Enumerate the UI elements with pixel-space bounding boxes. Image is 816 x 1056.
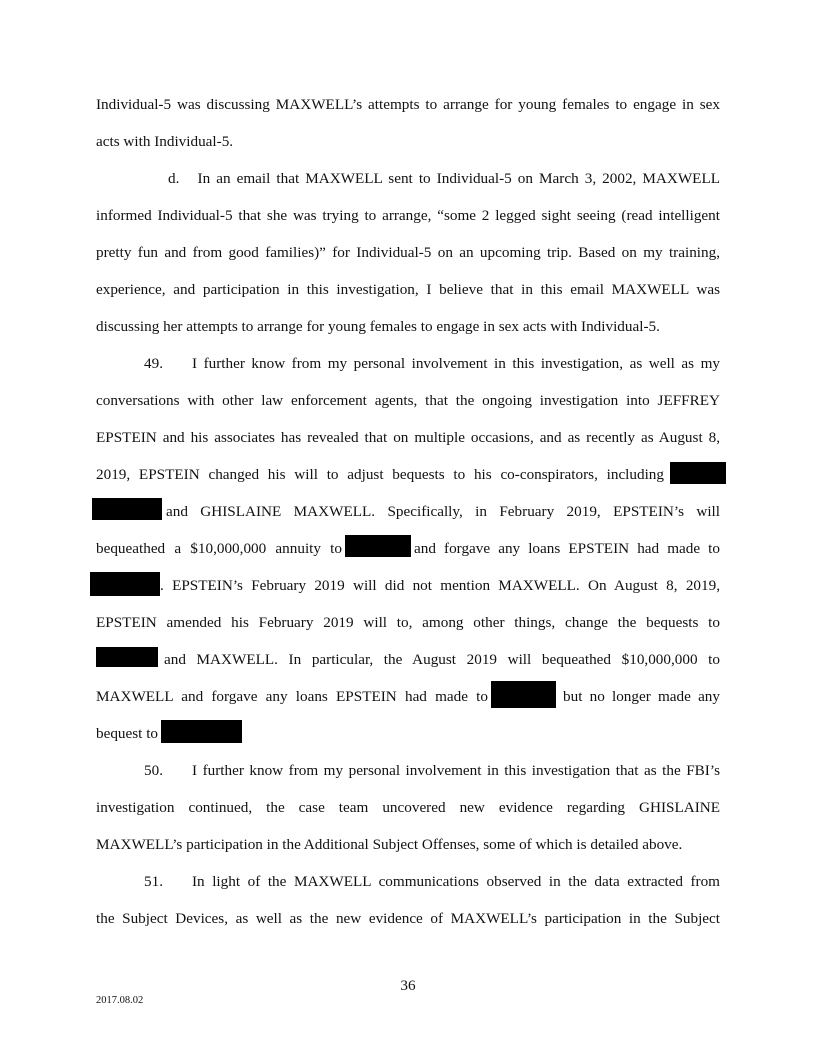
text-line: conversations with other law enforcement agents, that the ongoing investigation into JEFFREY: [96, 392, 720, 409]
text-line: experience, and participation in this investigation, I believe that in this email MAXWELL was: [96, 281, 720, 298]
text-line: investigation continued, the case team uncovered new evidence regarding GHISLAINE: [96, 799, 720, 816]
redaction-box: [345, 535, 411, 557]
redaction-box: [491, 681, 556, 708]
footer-date: 2017.08.02: [96, 995, 144, 1006]
text-line: MAXWELL and forgave any loans EPSTEIN had made to: [96, 688, 488, 705]
paragraph-number: 49.: [144, 355, 163, 372]
text-line: bequeathed a $10,000,000 annuity to: [96, 540, 342, 557]
text-line: and GHISLAINE MAXWELL. Specifically, in February 2019, EPSTEIN’s will: [166, 503, 720, 520]
text-line: discussing her attempts to arrange for young females to engage in sex acts with Individual-5.: [96, 318, 660, 335]
text-line: MAXWELL’s participation in the Additional Subject Offenses, some of which is detailed above.: [96, 836, 683, 853]
text-line: acts with Individual-5.: [96, 133, 234, 150]
text-line: EPSTEIN and his associates has revealed that on multiple occasions, and as recently as August 8,: [96, 429, 720, 446]
subparagraph-d-line: d. In an email that MAXWELL sent to Individual-5 on March 3, 2002, MAXWELL: [168, 170, 720, 187]
redaction-box: [161, 720, 242, 743]
text-line: I further know from my personal involvement in this investigation, as well as my: [192, 355, 720, 372]
text-line: pretty fun and from good families)” for Individual-5 on an upcoming trip. Based on my training,: [96, 244, 720, 261]
text-line: and MAXWELL. In particular, the August 2019 will bequeathed $10,000,000 to: [164, 651, 720, 668]
text-line: the Subject Devices, as well as the new evidence of MAXWELL’s participation in the Subject: [96, 910, 720, 927]
text-line: but no longer made any: [563, 688, 720, 705]
paragraph-number: 50.: [144, 762, 163, 779]
text-line: and forgave any loans EPSTEIN had made to: [414, 540, 720, 557]
text-line: I further know from my personal involvement in this investigation that as the FBI’s: [192, 762, 720, 779]
text-line: bequest to: [96, 725, 159, 742]
text-line: Individual-5 was discussing MAXWELL’s attempts to arrange for young females to engage in sex: [96, 96, 720, 113]
paragraph-number: 51.: [144, 873, 163, 890]
text-line: . EPSTEIN’s February 2019 will did not mention MAXWELL. On August 8, 2019,: [160, 577, 720, 594]
redaction-box: [90, 572, 160, 596]
redaction-box: [670, 462, 726, 484]
redaction-box: [96, 647, 158, 667]
page-number: 36: [400, 977, 416, 994]
text-line: EPSTEIN amended his February 2019 will to, among other things, change the bequests to: [96, 614, 720, 631]
redaction-box: [92, 498, 162, 520]
text-line: In light of the MAXWELL communications observed in the data extracted from: [192, 873, 720, 890]
text-line: informed Individual-5 that she was trying to arrange, “some 2 legged sight seeing (read intelligent: [96, 207, 720, 224]
text-line: 2019, EPSTEIN changed his will to adjust bequests to his co-conspirators, including: [96, 466, 664, 483]
